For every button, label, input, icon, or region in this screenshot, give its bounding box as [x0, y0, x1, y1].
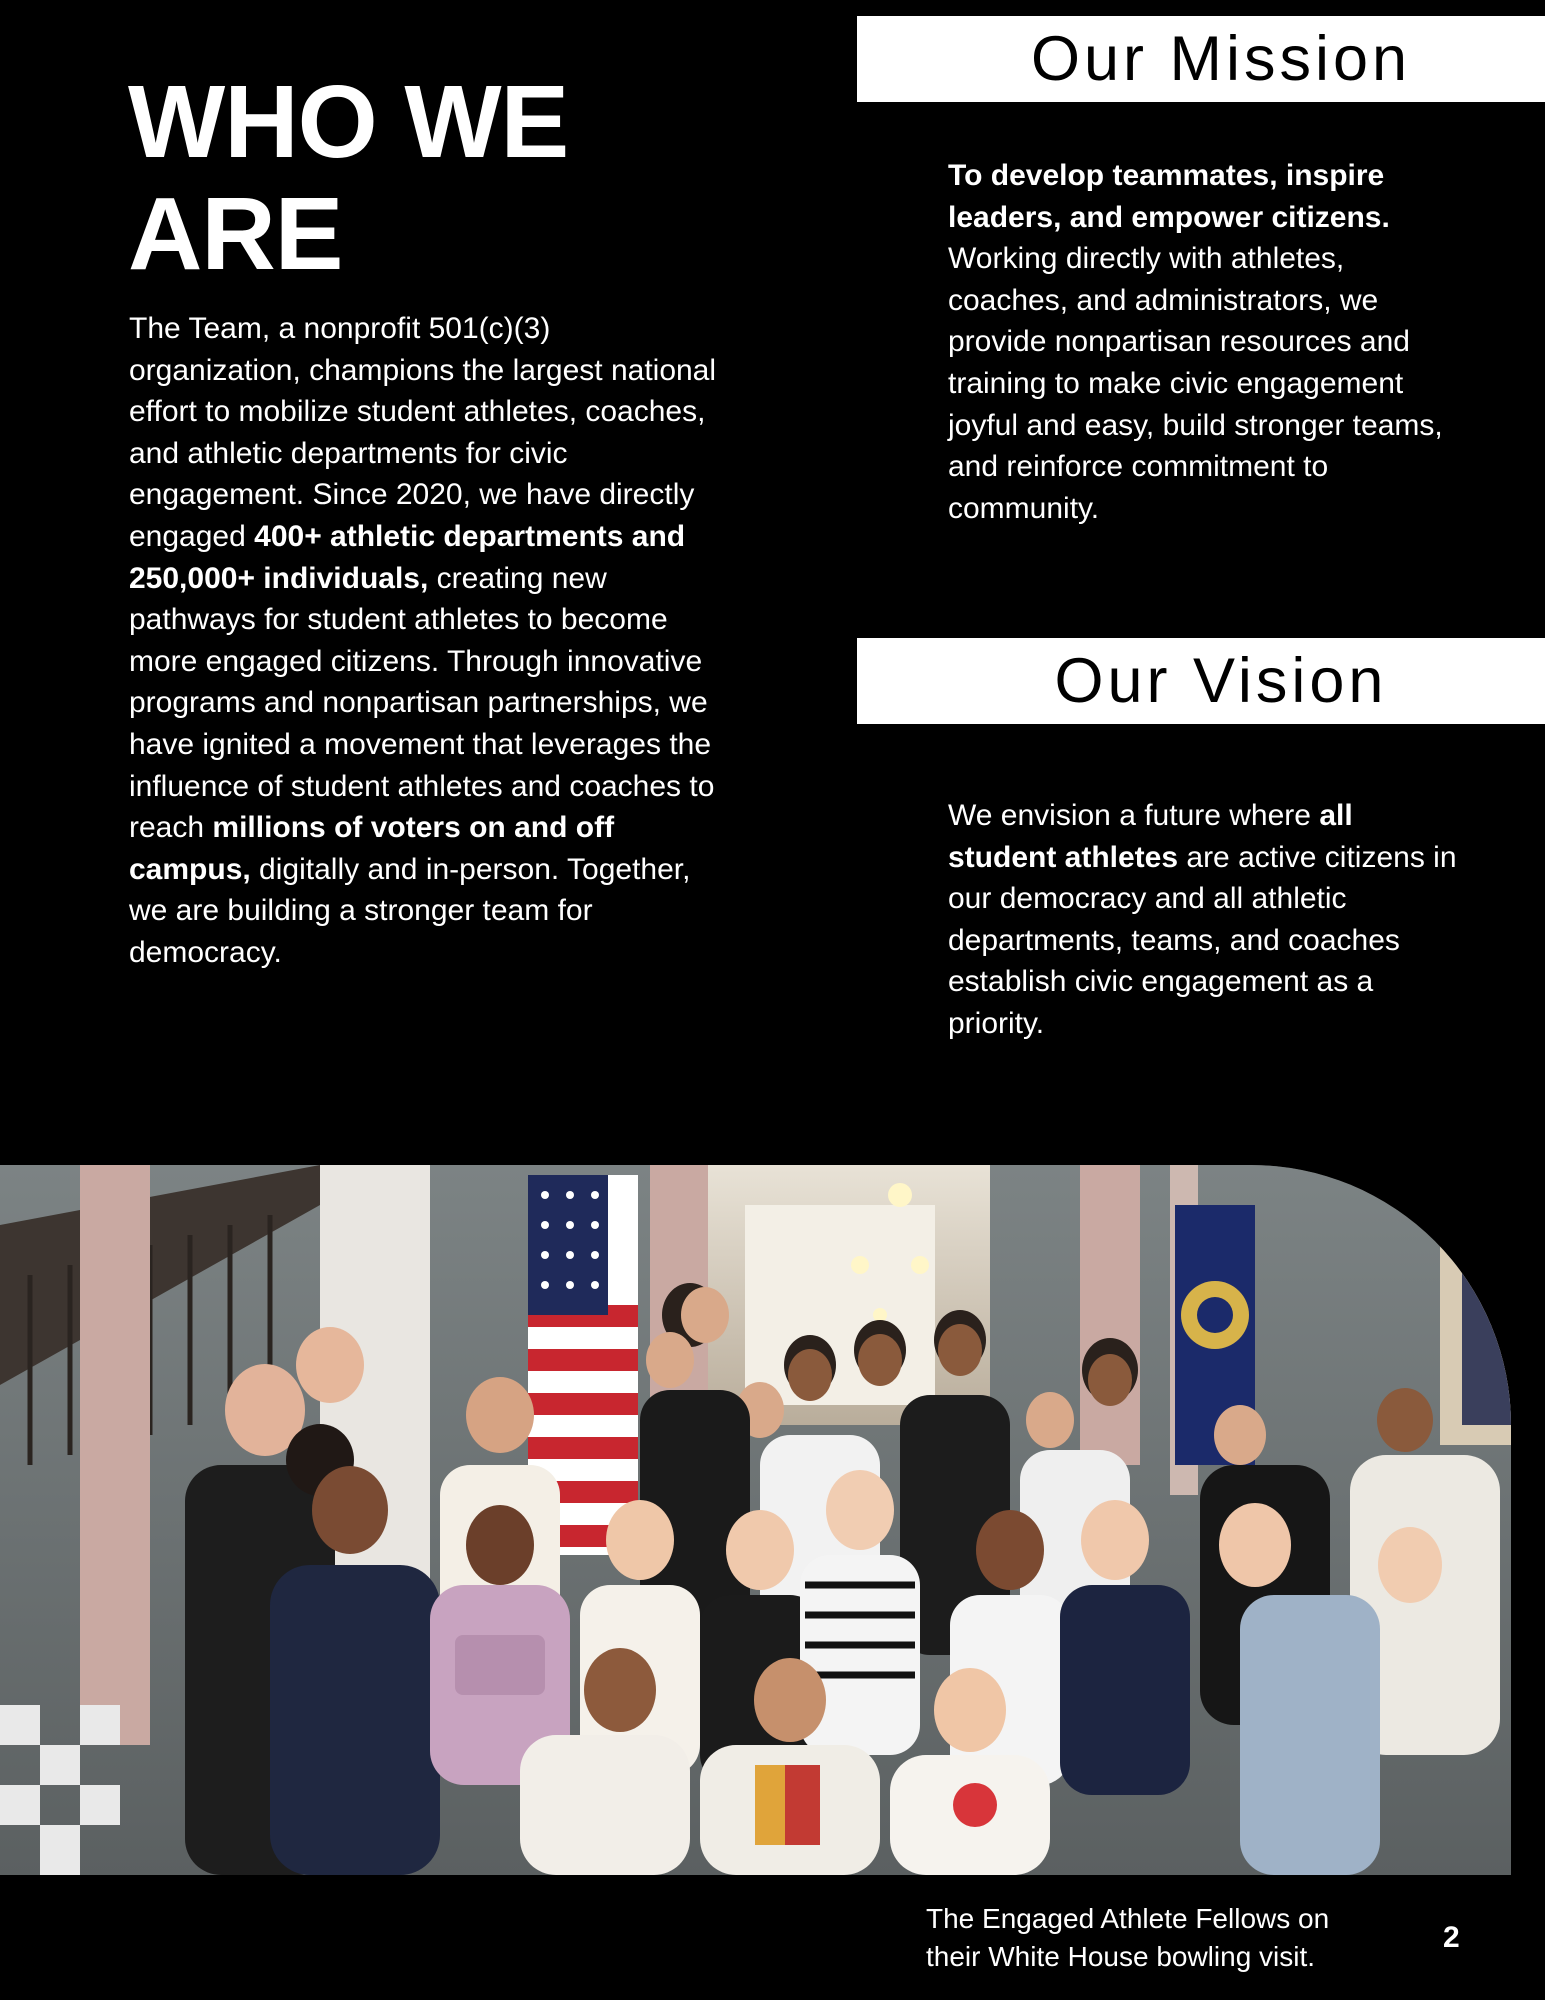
mission-header-label: Our Mission	[1030, 24, 1412, 94]
who-we-are-body	[129, 308, 729, 974]
mission-header	[857, 16, 1545, 102]
vision-header-label: Our Vision	[1054, 646, 1388, 716]
group-photo	[0, 1165, 1511, 1875]
who-we-are-title: WHO WE ARE	[128, 64, 569, 291]
who-we-are-text-2: creating new pathways for student athletes to become more engaged citizens. Through innovative programs and nonpartisan partnerships, we have ignited a movement that leverages the influence of student athletes and coaches to reach	[129, 561, 715, 845]
vision-text-1: We envision a future where	[948, 799, 1320, 832]
photo-caption: The Engaged Athlete Fellows on their White House bowling visit.	[926, 1903, 1330, 1972]
vision-emphasis: all student athletes	[948, 799, 1353, 874]
mission-text: Working directly with athletes, coaches, and administrators, we provide nonpartisan resources and training to make civic engagement joyful and easy, build stronger teams, and reinforce commitment to community.	[948, 242, 1443, 525]
mission-body	[948, 155, 1468, 529]
group-photo-illustration	[0, 1165, 1511, 1875]
vision-header	[857, 638, 1545, 724]
vision-body	[948, 795, 1468, 1045]
mission-statement: To develop teammates, inspire leaders, and empower citizens.	[948, 159, 1390, 234]
who-we-are-stat-departments: 400+ athletic departments and 250,000+ individuals,	[129, 519, 686, 595]
who-we-are-text-3: digitally and in-person. Together, we are building a stronger team for democracy.	[129, 852, 691, 969]
page-number: 2	[1443, 1921, 1460, 1954]
who-we-are-stat-voters: millions of voters on and off campus,	[129, 811, 615, 886]
who-we-are-text-1: The Team, a nonprofit 501(c)(3) organization, champions the largest national effort to mobilize student athletes, coaches, and athletic departments for civic engagement. Since 2020, we have directly engaged	[129, 312, 717, 553]
vision-text-2: are active citizens in our democracy and all athletic departments, teams, and coaches establish civic engagement as a priority.	[948, 840, 1457, 1040]
